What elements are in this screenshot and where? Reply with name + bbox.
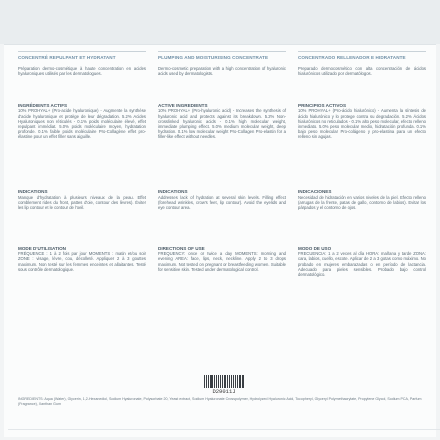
indications-heading: INDICACIONES [298, 189, 332, 195]
barcode-bar [243, 375, 244, 388]
directions-heading: MODE D'UTILISATION [18, 245, 66, 251]
barcode-bar [222, 375, 223, 388]
indications-heading: INDICATIONS [18, 189, 48, 195]
product-box-panel [4, 44, 436, 437]
ingredients-heading: INGRÉDIENTS ACTIFS [18, 103, 68, 108]
ingredients-text: 10% PROHYAL+ (Pro-hyaluronic acid) - Increases the synthesis of hyaluronic acid and protects against its breakdown. 5.2% Non-crosslinked hyaluronic acids - 0.1% high molecular weight, immediate plumping effect. 5.0% medium molecular weight, deep hydration. 0.1% low molecular weight Pro-Collagen Pro-elastin for a filler-like effect without needles. [158, 108, 286, 140]
directions-heading: MODO DE USO [298, 245, 332, 251]
barcode-bar [235, 375, 236, 388]
directions-text: FREQUENCY: once or twice a day MOMENTS: morning and evening AREA: face, lips, neck, neckline. Apply 2 to 3 drops maximum. Not tested on pregnant or breastfeeding women. Suitable for sensitive skin. Tested under dermatological control. [158, 251, 286, 272]
barcode-bar [216, 375, 217, 388]
barcode-bar [233, 375, 234, 388]
product-intro: Dermo-cosmetic preparation with a high concentration of hyaluronic acids used by dermatologists. [158, 66, 286, 77]
ingredients-list: INGREDIENTS: Aqua (Water), Glycerin, 1,2-Hexanediol, Sodium Hyaluronate, Polysorbate 20, Yeast extract, Sodium Hyaluronate Crosspolymer, Hydrolyzed Hyaluronic Acid, Tocopheryl, Glyceryl Polymethacrylate, Propylene Glycol, Sodium PCA, Parfum (Fragrance), Xanthan Gum [18, 397, 422, 406]
ingredients-text: 10% PROHYAL+ (Pro-acide hyaluronique) - Augmente la synthèse d'acide hyaluronique et protège de leur dégradation. 5.2% Acides Hyaluroniques non réticulés - 0.1% poids moléculaire élevé, effet repulpant immédiat. 5.0% poids moléculaire moyen, hydratation profonde. 0.1% faible poids moléculaire Pro-Collagène effet pro-élastine pour un effet filler sans aiguille. [18, 108, 146, 140]
barcode-bar [224, 375, 226, 388]
indications-text: Addresses lack of hydration at several skin levels. Filling effect (forehead wrinkles, crow's feet, lip contour). Avoid the eyelids and eye contour area. [158, 194, 286, 211]
product-title: CONCENTRÉ REPULPANT ET HYDRATANT [18, 55, 116, 60]
product-title: PLUMPING AND MOISTURISING CONCENTRATE [158, 55, 269, 60]
barcode-bar [231, 375, 232, 388]
column-english [158, 51, 286, 313]
barcode-bar [239, 375, 241, 388]
indications-heading: INDICATIONS [158, 189, 188, 195]
directions-text: FRÉQUENCE : 1 à 2 fois par jour MOMENTS : matin et/ou soir ZONE : visage, lèvre, cou, décolleté. Appliquer 2 à 3 gouttes maximum. Non testé sur les femmes enceintes et allaitantes. Testé sous contrôle dermatologique. [18, 251, 146, 272]
ingredients-text: 10% PROHYAL+ (Pro-ácido hialurónico) - Aumenta la síntesis de ácido hialurónico y lo protege contra su degradación. 5.2% Ácidos hialurónicos no reticulados - 0.1% alto peso molecular, efecto relleno inmediato. 5.0% peso molecular medio, hidratación profunda. 0.1% bajo peso molecular Pro-colágeno y pro-elastina para un efecto relleno sin agujas. [298, 108, 426, 140]
barcode-bar [214, 375, 215, 388]
product-intro: Preparado dermocosmético con alta concentración de ácidos hialurónicos utilizado por dermatólogos. [298, 66, 426, 77]
column-french [18, 51, 146, 313]
barcode-bar [237, 375, 238, 388]
directions-heading: DIRECTIONS OF USE [158, 245, 205, 251]
barcode [204, 375, 244, 388]
indications-text: Manque d'hydratation à plusieurs niveaux de la peau. Effet comblement rides du front, pattes d'oie, contour des lèvres). Éviter les lip contour et le contour de l'oeil. [18, 194, 146, 211]
barcode-bar [218, 375, 219, 388]
product-title: CONCENTRADO RELLENADOR E HIDRATANTE [298, 55, 406, 60]
barcode-bar [211, 375, 213, 388]
barcode-bar [208, 375, 209, 388]
directions-text: FRECUENCIA: 1 a 2 veces al día HORA: mañana y tarde ZONA: cara, labios, cuello, escote. Aplicar de 2 a 3 gotas como máximo. No probado en mujeres embarazadas o en período de lactancia. Adecuado para pieles sensibles. Probado bajo control dermatológico. [298, 251, 426, 278]
indications-text: Necesidad de hidratación en varios niveles de la piel. Efecto relleno (arrugas de la frente, patas de gallo, contorno de labios). Evitar los párpados y el contorno de ojos. [298, 194, 426, 211]
language-columns [18, 51, 426, 313]
product-intro: Préparation dermo-cosmétique à haute concentration en acides hyaluroniques utilisés par les dermatologues. [18, 66, 146, 77]
barcode-bar [210, 375, 211, 388]
barcode-bar [242, 375, 243, 388]
divider [158, 51, 286, 52]
column-spanish [298, 51, 426, 313]
divider [298, 51, 426, 52]
batch-code-text: D29011J [212, 388, 236, 395]
barcode-bar [206, 375, 207, 388]
batch-code [204, 375, 244, 393]
ingredients-heading: PRINCIPIOS ACTIVOS [298, 103, 347, 108]
divider [18, 51, 146, 52]
barcode-bar [227, 375, 228, 388]
fold-line [8, 429, 440, 430]
barcode-bar [229, 375, 230, 388]
barcode-bar [220, 375, 221, 388]
ingredients-heading: ACTIVE INGREDIENTS [158, 103, 208, 108]
box-top-flap [0, 0, 440, 44]
barcode-bar [204, 375, 205, 388]
